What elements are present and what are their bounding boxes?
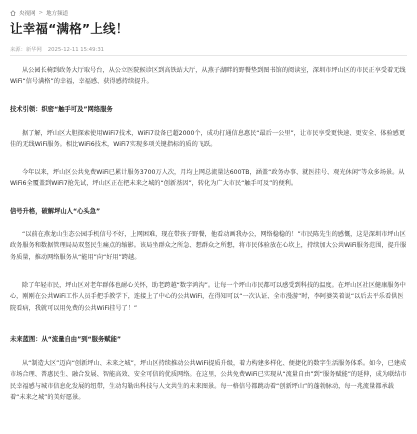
article-source: 来源：新华网 [10,47,42,53]
paragraph-elderly: 除了年轻市民，坪山区对老年群体也耐心关怀，助老跨越“数字鸿沟”。让每一个坪山市民都可以感受到科技的温度。在坪山区社区健康服务中心，刚刚在公共WiFi工作人员手把手教学下，连接上了中心的公共WiFi，在得知可以“一次认证、全市漫游”时，李阿婆笑着说“以后去平乐看供医院看病，我就可以用免费的公共WiFi挂号了！” [10,282,406,312]
breadcrumb-separator: > [38,10,44,16]
breadcrumb-section-link[interactable]: 地方频道 [46,11,69,17]
title-divider [10,55,407,56]
paragraph-usage-stats: 今年以来，坪山区公共免费WiFi已累计服务3700万人次，月均上网总流量达600TB，涵盖“政务办事、就医挂号、观光休闲”等众多场景。从WiFi6全覆盖到WiFi7抢先试，坪山区正在把未来之城的“创新基因”，转化为广大市民“触手可及”的便利。 [10,169,405,188]
home-icon [10,10,16,16]
paragraph-future: 从“制造大区”迈向“创新坪山、未来之城”，坪山区持续推动公共WiFi提质升级，着力构建多样化、便捷化的数字生活服务体系。如今，已建成市场合理、普惠民生、融合发展、智能高效、安全可信的优质网络。在这里，公共免费WiFi已实现从“流量自由”到“服务赋能”的延伸，成为联结市民幸福感与城市信息化发展的纽带，生动勾勒出科技与人文共生的未来图景。每一格信号都跳动着“创新坪山”的蓬勃脉动，每一兆流量都承载着“未来之城”的美好愿景。 [10,360,407,402]
section-heading-signal: 信号升格，破解坪山人“心头急” [10,208,101,215]
section-heading-tech: 技术引领：织密“触手可及”网络服务 [10,106,113,113]
paragraph-intro: 从公园长椅到政务大厅取号台，从公立医院候诊区到高铁站大厅，从燕子湖畔的野餐垫到图书馆的阅读室，深圳市坪山区的市民正享受着无线WiFi“信号满格”的幸福，幸福感、获得感持续提升。 [10,67,406,86]
article-meta [10,45,104,53]
paragraph-wifi7: 据了解，坪山区大胆探索使用WiFi7技术，WiFi7设备已超2000个，成功打通信息惠民“最后一公里”，让市民享受更快速、更安全、体验感更佳的无线WiFi服务。相比WiFi6技术，WiFi7实现多项关键指标的质的飞跃。 [10,130,406,149]
breadcrumb-source-link[interactable]: 央视网 [19,11,36,17]
breadcrumb [10,9,68,17]
paragraph-citizen-quote: “以前在燕龙山生态公园手机信号不好，上网困难，现在带孩子野餐，他看动画我办公，网络稳稳的！”市民陈先生的感慨，这是深圳市坪山区政务服务和数据管理局局双竖民生痛点的缩影。该局坐群众之所急、想群众之所想，将市民体验放在心坎上，持续加大公共WiFi服务范围，提升服务质量，推动网络服务从“能用”向“好用”跨越。 [10,231,407,261]
article-title: 让幸福“满格”上线！ [10,21,129,36]
article-datetime: 2025-12-11 15:49:31 [47,47,105,53]
section-heading-future: 未来蓝图：从“流量自由”到“服务赋能” [10,336,122,343]
